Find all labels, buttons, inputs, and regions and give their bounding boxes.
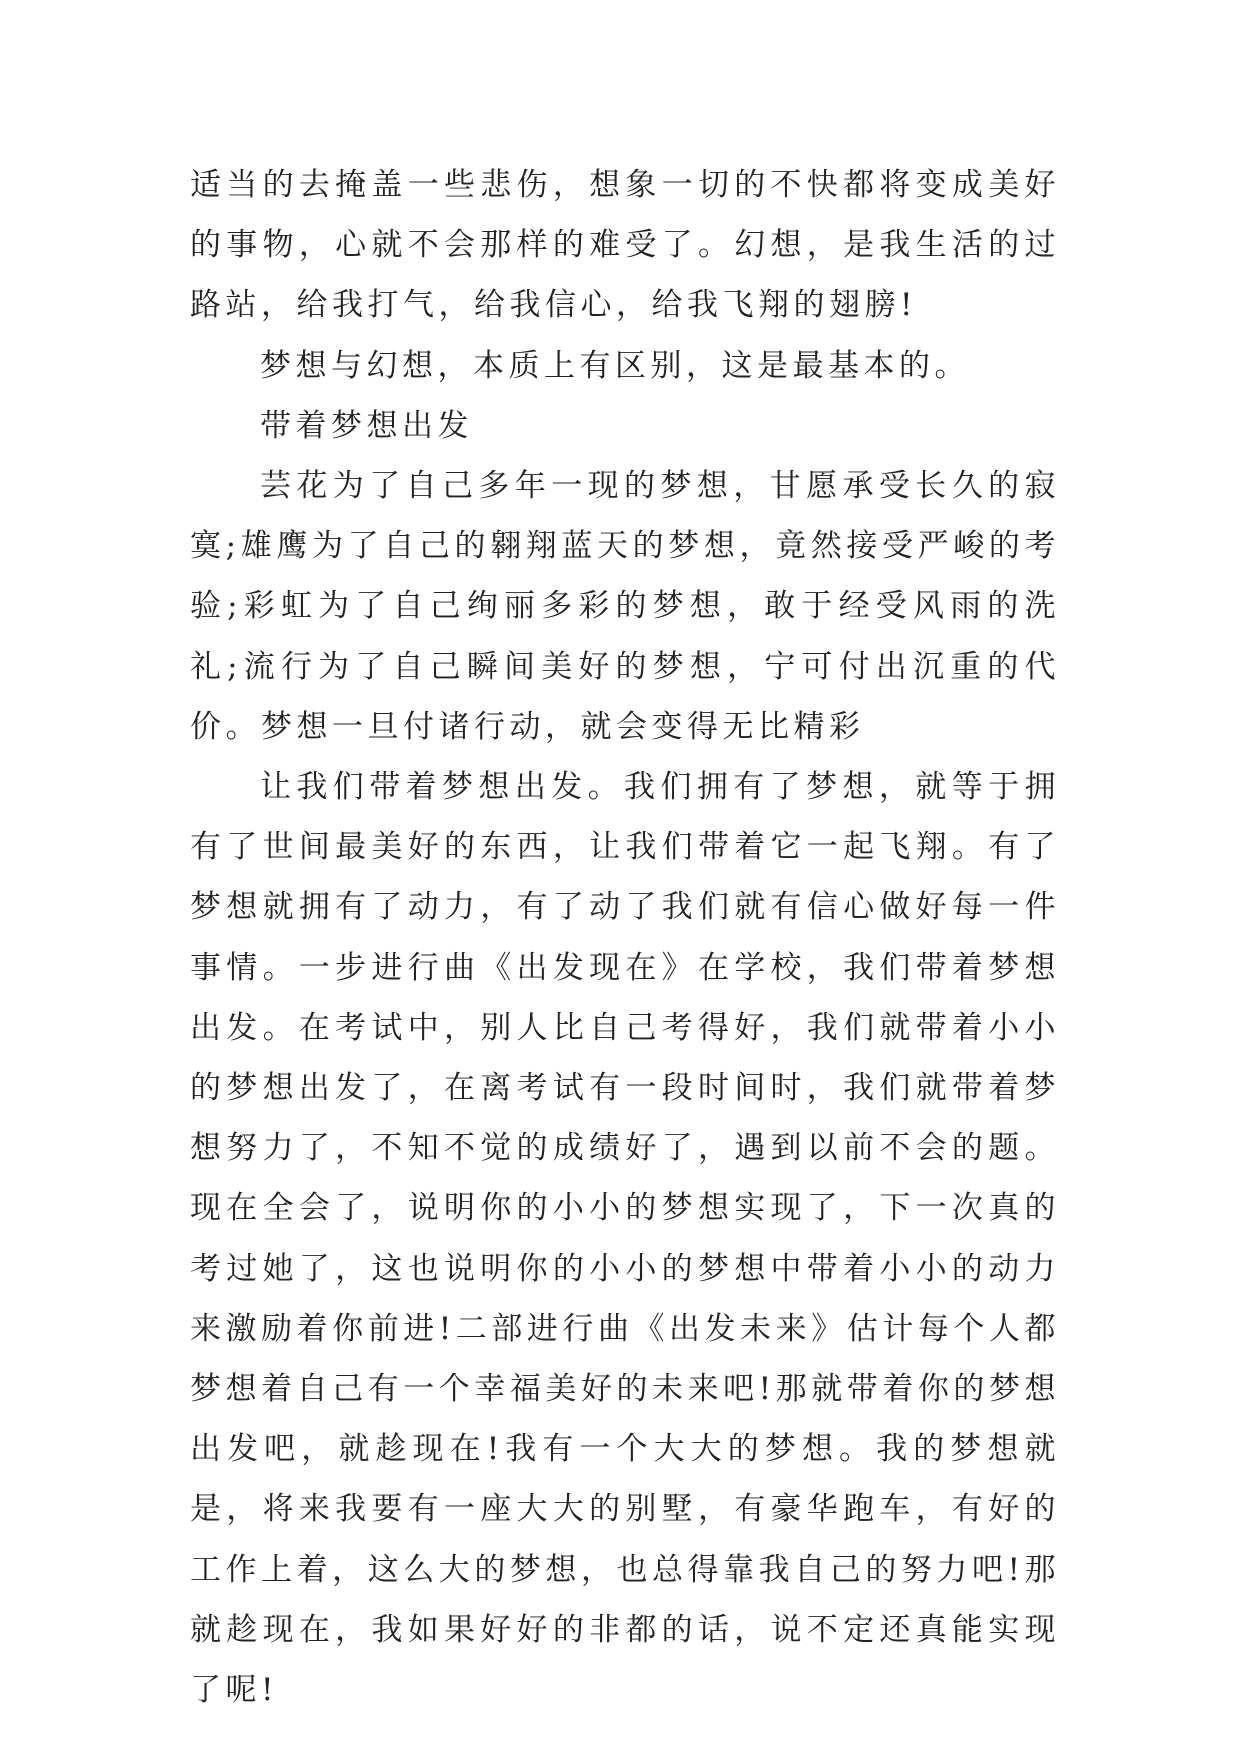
- paragraph-dreams-examples: 芸花为了自己多年一现的梦想，甘愿承受长久的寂寞;雄鹰为了自己的翱翔蓝天的梦想，竟然接受严峻的考验;彩虹为了自己绚丽多彩的梦想，敢于经受风雨的洗礼;流行为了自己瞬间美好的梦想，宁可付出沉重的代价。梦想一旦付诸行动，就会变得无比精彩: [190, 468, 1060, 745]
- paragraph-distinction: 梦想与幻想，本质上有区别，这是最基本的。: [260, 347, 970, 384]
- paragraph-continuation: 适当的去掩盖一些悲伤，想象一切的不快都将变成美好的事物，心就不会那样的难受了。幻想，是我生活的过路站，给我打气，给我信心，给我飞翔的翅膀!: [190, 167, 1060, 324]
- section-heading: 带着梦想出发: [260, 407, 473, 444]
- paragraph-set-out-with-dreams: 让我们带着梦想出发。我们拥有了梦想，就等于拥有了世间最美好的东西，让我们带着它一起飞翔。有了梦想就拥有了动力，有了动了我们就有信心做好每一件事情。一步进行曲《出发现在》在学校，我们带着梦想出发。在考试中，别人比自己考得好，我们就带着小小的梦想出发了，在离考试有一段时间时，我们就带着梦想努力了，不知不觉的成绩好了，遇到以前不会的题。现在全会了，说明你的小小的梦想实现了，下一次真的考过她了，这也说明你的小小的梦想中带着小小的动力来激励着你前进!二部进行曲《出发未来》估计每个人都梦想着自己有一个幸福美好的未来吧!那就带着你的梦想出发吧，就趁现在!我有一个大大的梦想。我的梦想就是，将来我要有一座大大的别墅，有豪华跑车，有好的工作上着，这么大的梦想，也总得靠我自己的努力吧!那就趁现在，我如果好好的非都的话，说不定还真能实现了呢!: [190, 769, 1060, 1709]
- document-body: [190, 155, 1060, 1720]
